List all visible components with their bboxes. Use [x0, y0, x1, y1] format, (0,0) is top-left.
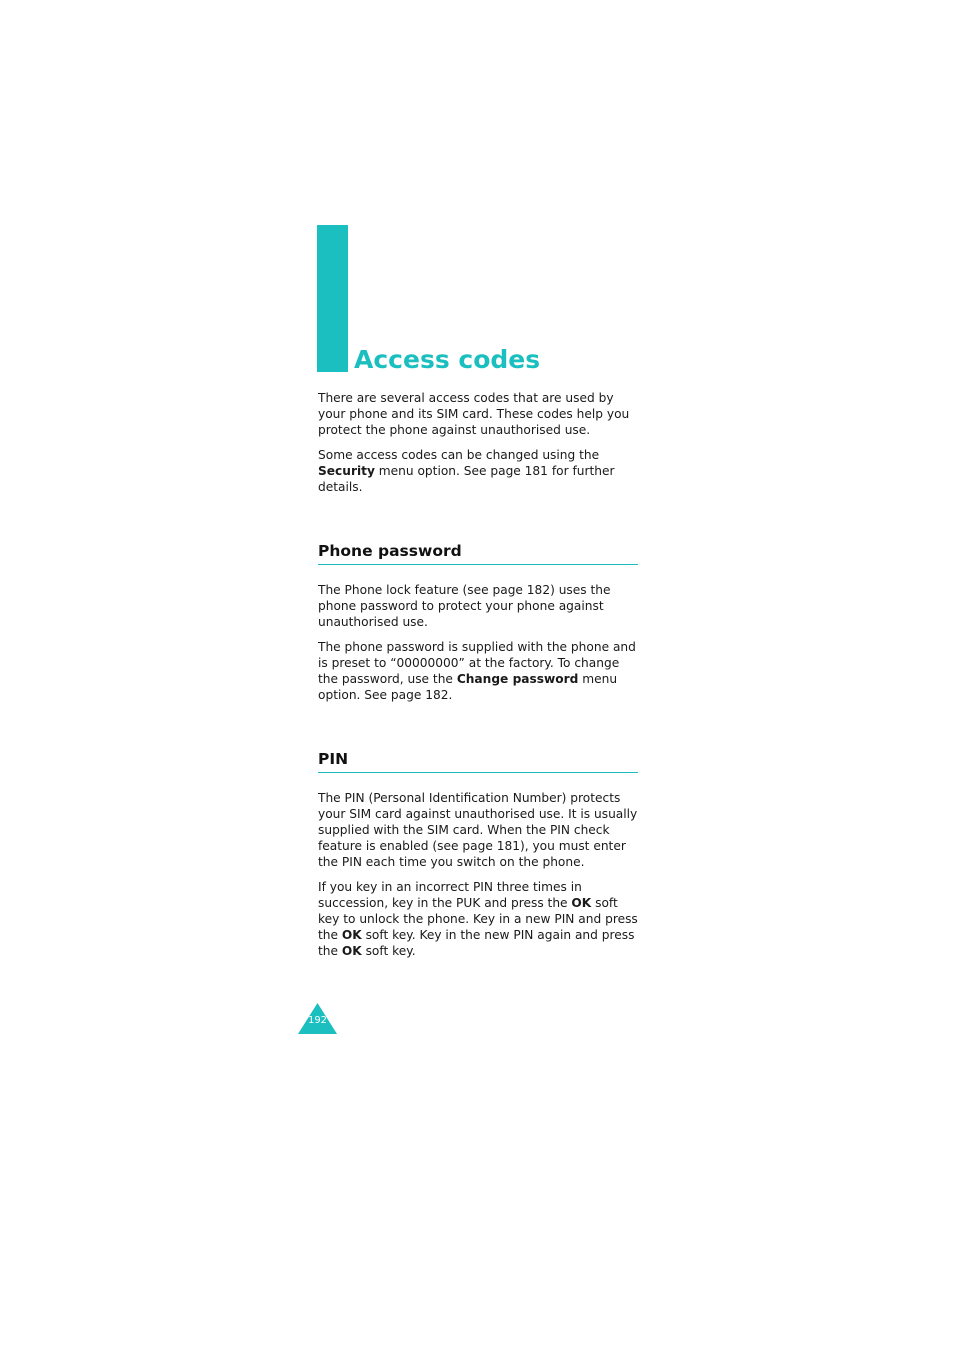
- intro-paragraph-2: Some access codes can be changed using the Security menu option. See page 181 for further details.: [318, 448, 615, 494]
- section-heading-phone-password: Phone password: [318, 540, 638, 565]
- pin-paragraph-1: The PIN (Personal Identification Number) protects your SIM card against unauthorised use. It is usually supplied with the SIM card. When the PIN check feature is enabled (see page 181), you must enter the PIN each time you switch on the phone.: [318, 791, 638, 869]
- phone-password-paragraph-2: The phone password is supplied with the phone and is preset to “00000000” at the factory. To change the password, use the Change password menu option. See page 182.: [318, 640, 636, 702]
- intro-paragraph-1: There are several access codes that are used by your phone and its SIM card. These codes help you protect the phone against unauthorised use.: [318, 391, 630, 437]
- pin-paragraph-2: If you key in an incorrect PIN three times in succession, key in the PUK and press the OK soft key to unlock the phone. Key in a new PIN and press the OK soft key. Key in the new PIN again and press the OK soft key.: [318, 880, 638, 958]
- page-number-badge: [297, 1002, 338, 1035]
- page-title: Access codes: [354, 345, 541, 374]
- page-number: 192: [307, 1015, 328, 1026]
- section-heading-pin: PIN: [318, 748, 638, 773]
- page-content: [318, 390, 638, 968]
- phone-password-paragraph-1: The Phone lock feature (see page 182) uses the phone password to protect your phone against unauthorised use.: [318, 583, 611, 629]
- chapter-accent-bar: [317, 225, 348, 372]
